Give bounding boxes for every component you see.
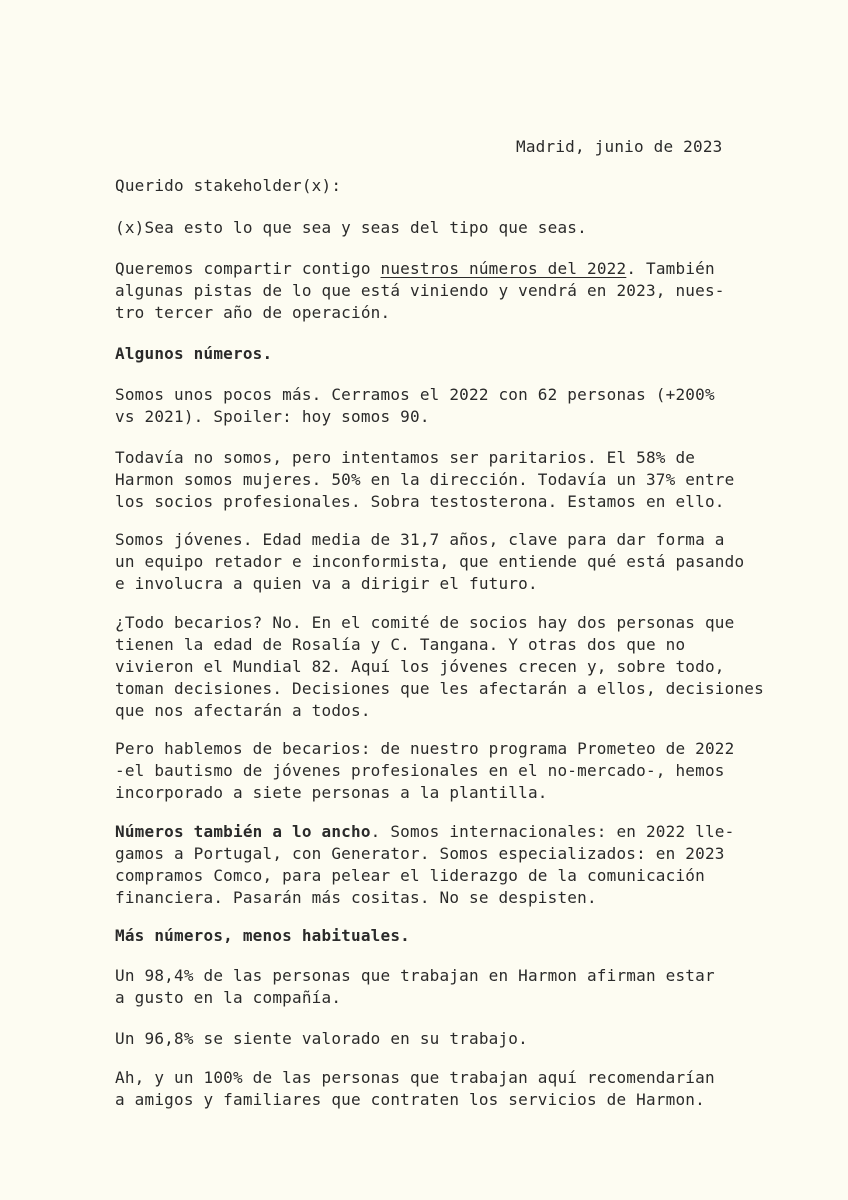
paragraph-line: Todavía no somos, pero intentamos ser paritarios. El 58% de [115,448,696,467]
paragraph-line: gamos a Portugal, con Generator. Somos especializados: en 2023 [115,844,725,863]
paragraph-line: a amigos y familiares que contraten los servicios de Harmon. [115,1090,705,1109]
paragraph-line: e involucra a quien va a dirigir el futuro. [115,574,538,593]
bold-lead: Números también a lo ancho [115,822,371,841]
greeting: Querido stakeholder(x): [115,176,342,195]
intro-line-1 [115,258,715,280]
footnote: (x)Sea esto lo que sea y seas del tipo que seas. [115,218,587,237]
numbers-2022-underlined: nuestros números del 2022 [380,259,627,278]
paragraph-line: toman decisiones. Decisiones que les afectarán a ellos, decisiones [115,679,764,698]
paragraph-line: Un 96,8% se siente valorado en su trabajo. [115,1029,528,1048]
paragraph-line: que nos afectarán a todos. [115,701,371,720]
intro-text: Queremos compartir contigo [115,259,381,278]
paragraph-line [115,821,734,843]
paragraph-line: Ah, y un 100% de las personas que trabajan aquí recomendarían [115,1068,715,1087]
paragraph-line: -el bautismo de jóvenes profesionales en el no-mercado-, hemos [115,761,725,780]
paragraph-line: incorporado a siete personas a la plantilla. [115,783,548,802]
paragraph-text: . Somos internacionales: en 2022 lle- [370,822,735,841]
paragraph-line: Somos jóvenes. Edad media de 31,7 años, clave para dar forma a [115,530,725,549]
paragraph-line: Un 98,4% de las personas que trabajan en Harmon afirman estar [115,966,715,985]
paragraph-line: vivieron el Mundial 82. Aquí los jóvenes crecen y, sobre todo, [115,657,725,676]
paragraph-line: a gusto en la compañía. [115,988,342,1007]
paragraph-line: ¿Todo becarios? No. En el comité de socios hay dos personas que [115,613,735,632]
paragraph-line: un equipo retador e inconformista, que entiende qué está pasando [115,552,745,571]
intro-line-3: tro tercer año de operación. [115,303,391,322]
paragraph-line: vs 2021). Spoiler: hoy somos 90. [115,407,430,426]
intro-text-end: . También [626,259,715,278]
paragraph-line: Somos unos pocos más. Cerramos el 2022 con 62 personas (+200% [115,385,715,404]
paragraph-line: los socios profesionales. Sobra testosterona. Estamos en ello. [115,492,725,511]
section-heading-mas-numeros: Más números, menos habituales. [115,926,410,945]
section-heading-algunos-numeros: Algunos números. [115,344,273,363]
paragraph-line: tienen la edad de Rosalía y C. Tangana. Y otras dos que no [115,635,686,654]
paragraph-line: Pero hablemos de becarios: de nuestro programa Prometeo de 2022 [115,739,735,758]
paragraph-line: Harmon somos mujeres. 50% en la dirección. Todavía un 37% entre [115,470,735,489]
letter-date: Madrid, junio de 2023 [516,137,723,156]
intro-line-2: algunas pistas de lo que está viniendo y vendrá en 2023, nues- [115,281,725,300]
paragraph-line: compramos Comco, para pelear el liderazgo de la comunicación [115,866,705,885]
paragraph-line: financiera. Pasarán más cositas. No se despisten. [115,888,597,907]
